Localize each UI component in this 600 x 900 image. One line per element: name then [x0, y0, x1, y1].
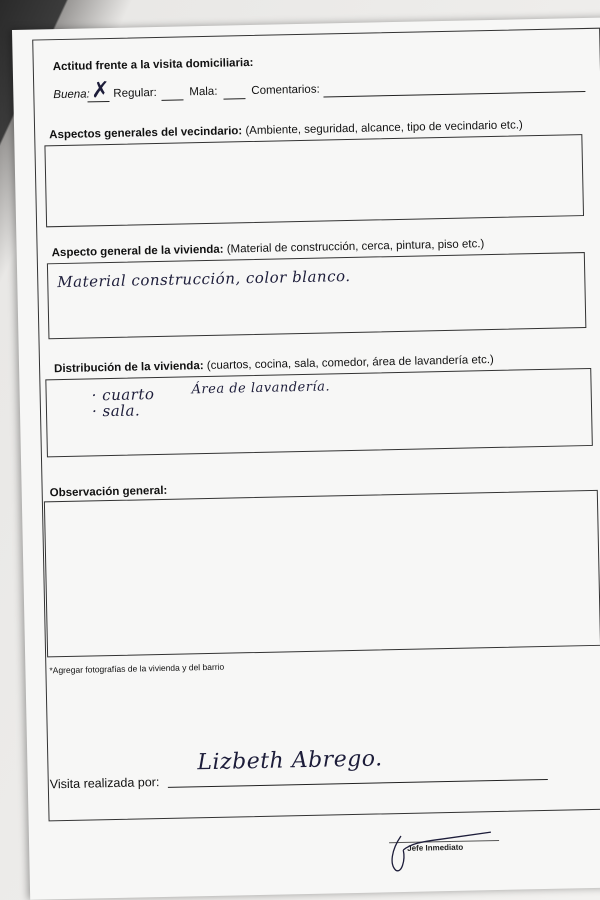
- housing-box: [47, 252, 586, 339]
- visit-label: Visita realizada por:: [49, 775, 160, 792]
- comments-label: Comentarios:: [251, 83, 320, 97]
- distribution-item-living-room: · sala.: [91, 401, 141, 421]
- form-page: [12, 17, 600, 899]
- neighborhood-title: Aspectos generales del vecindario:: [49, 125, 243, 142]
- observation-box: [44, 490, 600, 658]
- housing-hint: (Material de construcción, cerca, pintura, piso etc.): [226, 238, 485, 256]
- neighborhood-box: [44, 134, 584, 227]
- housing-answer: Material construcción, color blanco.: [57, 266, 351, 292]
- good-label: Buena:: [53, 88, 90, 102]
- housing-title: Aspecto general de la vivienda:: [51, 243, 224, 260]
- distribution-hint: (cuartos, cocina, sala, comedor, área de lavandería etc.): [206, 353, 494, 372]
- photo-footnote: *Agregar fotografías de la vivienda y del barrio: [49, 661, 225, 676]
- good-checkmark: ✗: [91, 77, 110, 104]
- regular-label: Regular:: [113, 86, 157, 100]
- distribution-item-laundry: Área de lavandería.: [191, 379, 331, 398]
- supervisor-signature-mark: [381, 828, 502, 879]
- visit-signature: Lizbeth Abrego.: [197, 746, 383, 776]
- observation-title: Observación general:: [49, 484, 168, 500]
- neighborhood-hint: (Ambiente, seguridad, alcance, tipo de vecindario etc.): [245, 119, 523, 138]
- attitude-title: Actitud frente a la visita domiciliaria:: [52, 56, 254, 74]
- supervisor-label: Jefe Inmediato: [407, 842, 464, 853]
- bad-label: Mala:: [189, 85, 218, 99]
- distribution-title: Distribución de la vivienda:: [53, 360, 204, 376]
- distribution-item-room: · cuarto: [91, 385, 155, 405]
